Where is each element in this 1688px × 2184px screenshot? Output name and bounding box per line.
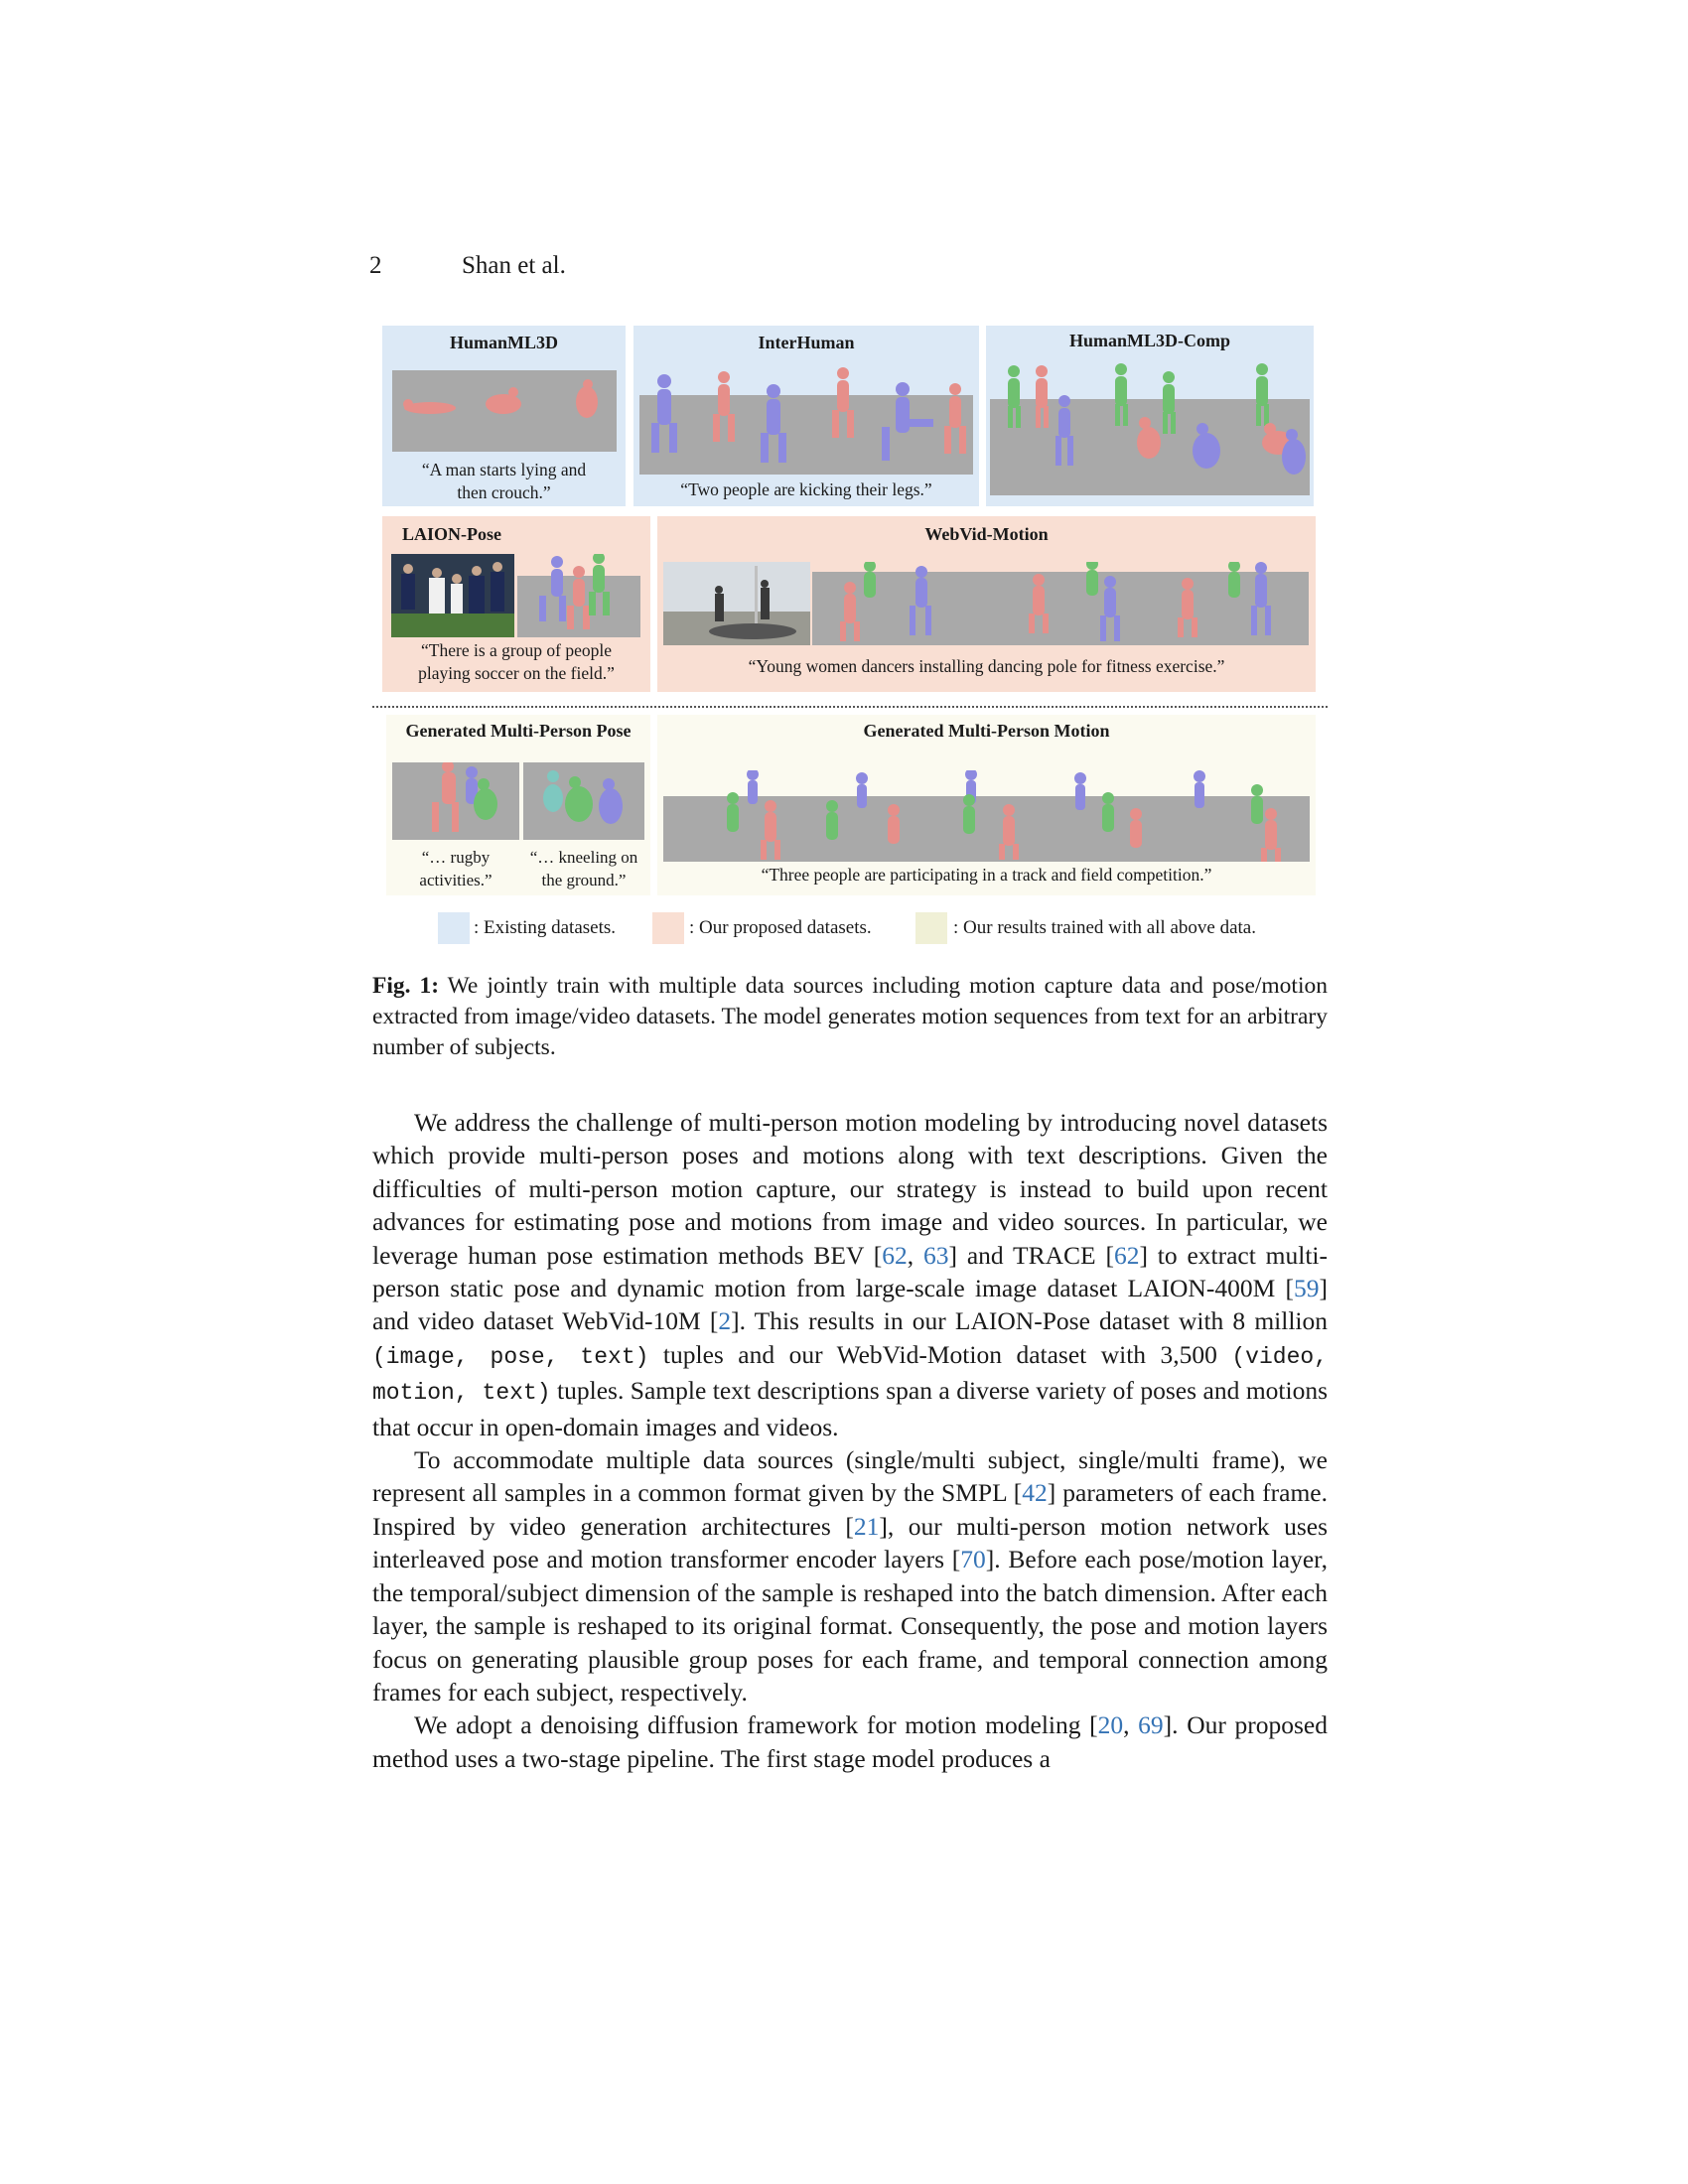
text: ]. This results in our LAION-Pose dataset with 8 million	[731, 1306, 1328, 1336]
panel-caption-line: then crouch.”	[457, 482, 551, 502]
figure-caption	[372, 971, 1328, 1063]
panel-laion-pose	[382, 516, 650, 692]
panel-caption: “Young women dancers installing dancing pole for fitness exercise.”	[748, 656, 1225, 676]
panel-title: WebVid-Motion	[924, 524, 1049, 544]
motion-render	[663, 770, 1310, 862]
citation-link[interactable]: 63	[922, 1240, 949, 1270]
citation-link[interactable]: 42	[1022, 1478, 1048, 1508]
paragraph	[372, 1443, 1328, 1708]
panel-caption-line: activities.”	[419, 871, 492, 889]
figure-caption-text: We jointly train with multiple data sources including motion capture data and pose/motion extracted from image/video datasets. The model generates motion sequences from text for an arbitrary number of subjects.	[372, 973, 1328, 1060]
panel-humanml3d	[382, 326, 626, 506]
citation-link[interactable]: 62	[882, 1240, 908, 1270]
text: ,	[907, 1240, 923, 1270]
text: ] parameters of each frame. Inspired by video generation architectures [	[372, 1478, 1328, 1541]
panel-title: LAION-Pose	[402, 524, 501, 544]
text: ]. Before each pose/motion layer, the temporal/subject dimension of the sample is reshaped into the batch dimension. After each layer, the sample is reshaped to its original format. Consequently, the pose and motion layers focus on generating plausible group poses for each frame, and temporal connection among frames for each subject, respectively.	[372, 1545, 1328, 1706]
motion-render	[392, 370, 617, 452]
text: ] and TRACE [	[948, 1240, 1114, 1270]
legend-label: : Our results trained with all above data.	[953, 917, 1256, 938]
citation-link[interactable]: 2	[718, 1306, 732, 1336]
text: We address the challenge of multi-person motion modeling by introducing novel datasets which provide multi-person poses and motions along with text descriptions. Given the difficulties of multi-person motion capture, our strategy is instead to build upon recent advances for estimating pose and motions from image and video sources. In particular, we leverage human pose estimation methods BEV [	[372, 1108, 1328, 1270]
text: To accommodate multiple data sources (single/multi subject, single/multi frame), we represent all samples in a common format given by the SMPL [	[372, 1445, 1328, 1508]
video-frame	[663, 562, 810, 645]
citation-link[interactable]: 21	[853, 1511, 880, 1541]
text: tuples. Sample text descriptions span a diverse variety of poses and motions that occur in open-domain images and videos.	[372, 1376, 1328, 1441]
panel-caption: “Three people are participating in a track and field competition.”	[761, 865, 1212, 885]
legend-swatch-existing	[438, 912, 470, 944]
panel-title: InterHuman	[758, 333, 855, 352]
panel-caption-line: “… rugby	[421, 848, 491, 867]
text: ], our multi-person motion network uses interleaved pose and motion transformer encoder layers [	[372, 1511, 1329, 1574]
panel-caption-line: playing soccer on the field.”	[418, 663, 615, 683]
text: We adopt a denoising diffusion framework for motion modeling [	[414, 1710, 1098, 1740]
panel-caption-line: “There is a group of people	[421, 640, 612, 660]
code-tuple: (image, pose, text)	[372, 1343, 649, 1370]
panel-generated-motion	[657, 715, 1316, 895]
text: tuples and our WebVid-Motion dataset with 3,500	[648, 1339, 1232, 1369]
panel-caption-line: “… kneeling on	[529, 848, 638, 867]
motion-render	[990, 361, 1310, 495]
figure-label: Fig. 1:	[372, 973, 440, 999]
citation-link[interactable]: 69	[1138, 1710, 1164, 1740]
panel-interhuman	[633, 326, 979, 506]
text: ]. Our proposed method uses a two-stage pipeline. The first stage model produces a	[372, 1710, 1328, 1773]
panel-title: Generated Multi-Person Pose	[405, 721, 632, 741]
paragraph	[372, 1106, 1328, 1443]
panel-generated-pose	[386, 715, 650, 895]
panel-title: HumanML3D-Comp	[1068, 331, 1230, 350]
running-title: Shan et al.	[462, 252, 566, 279]
text: ,	[1123, 1710, 1139, 1740]
panel-title: Generated Multi-Person Motion	[863, 721, 1110, 741]
panel-caption-line: “A man starts lying and	[421, 460, 587, 479]
paragraph	[372, 1708, 1328, 1775]
panel-caption: “Two people are kicking their legs.”	[680, 479, 932, 499]
citation-link[interactable]: 70	[960, 1545, 986, 1574]
soccer-photo	[391, 554, 514, 637]
page-number: 2	[369, 252, 382, 279]
panel-title: HumanML3D	[449, 333, 558, 352]
motion-render	[812, 562, 1309, 645]
pose-render	[392, 762, 519, 840]
legend-label: : Our proposed datasets.	[689, 917, 872, 938]
citation-link[interactable]: 62	[1113, 1240, 1140, 1270]
panel-caption-line: the ground.”	[541, 871, 627, 889]
citation-link[interactable]: 59	[1294, 1274, 1320, 1303]
text: ] to extract multi-person static pose and dynamic motion from large-scale image dataset LAION-400M [	[372, 1240, 1329, 1303]
panel-humanml3d-comp	[986, 326, 1314, 506]
legend-label: : Existing datasets.	[474, 917, 617, 938]
code-tuple: (video, motion, text)	[372, 1343, 1328, 1407]
pose-render	[523, 762, 644, 840]
body-text	[372, 1106, 1328, 1775]
pose-render	[517, 554, 640, 637]
text: ] and video dataset WebVid-10M [	[372, 1274, 1328, 1336]
legend-swatch-results	[915, 912, 947, 944]
motion-render	[639, 367, 973, 475]
legend-swatch-proposed	[652, 912, 684, 944]
figure-divider	[372, 706, 1328, 708]
panel-webvid-motion	[657, 516, 1316, 692]
citation-link[interactable]: 20	[1097, 1710, 1124, 1740]
